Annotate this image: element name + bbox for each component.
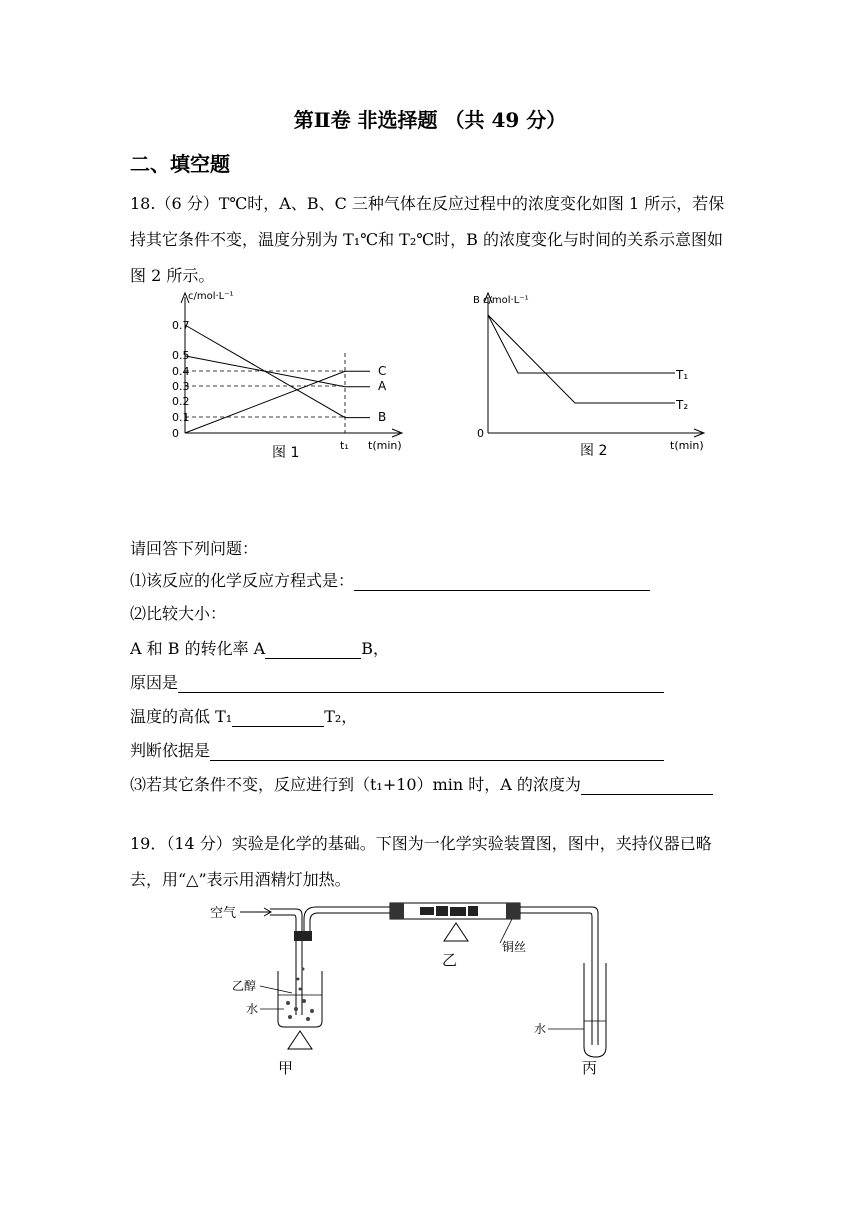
q2a-text: A 和 B 的转化率 A: [130, 639, 266, 658]
answer-blank[interactable]: [581, 776, 713, 795]
q2a-suffix: B，: [361, 639, 389, 658]
fig2-caption: 图 2: [580, 443, 608, 459]
q18-q2: ⑵比较大小：: [130, 604, 227, 623]
label-jia: 甲: [278, 1059, 294, 1077]
fig1-label-B: B: [378, 410, 387, 424]
q18-q2a: [130, 636, 389, 659]
label-water-1: 水: [246, 1002, 259, 1016]
fig2-label-T2: T₂: [676, 398, 689, 412]
fig1-xtick: t₁: [340, 439, 349, 452]
fig1-caption: 图 1: [272, 445, 300, 461]
fig2-origin: 0: [477, 427, 484, 440]
q18-q2b: [130, 670, 664, 693]
fig2-series-T2-line: [488, 315, 675, 403]
label-copper: 铜丝: [502, 940, 527, 954]
answer-blank[interactable]: [354, 572, 650, 591]
q3-text: ⑶若其它条件不变，反应进行到（t₁+10）min 时，A 的浓度为: [130, 775, 581, 794]
fig1-ytick: 0.4: [172, 365, 190, 378]
label-water-2: 水: [534, 1022, 547, 1036]
q18-intro: 18.（6 分）T℃时，A、B、C 三种气体在反应过程中的浓度变化如图 1 所示，若保持其它条件不变，温度分别为 T₁℃和 T₂℃时，B 的浓度变化与时间的关系示意图如图 2 所示。: [130, 194, 725, 285]
fig2-ylabel: B c/mol·L⁻¹: [473, 295, 529, 306]
label-bing: 丙: [582, 1059, 598, 1077]
label-air: 空气: [210, 906, 237, 921]
answer-blank[interactable]: [232, 708, 324, 727]
apparatus-diagram: [200, 895, 620, 1085]
q18-q2d: [130, 738, 664, 761]
heat-triangle-jia: [288, 1031, 312, 1049]
fig2-xlabel: t(min): [670, 439, 704, 452]
q18-q3: [130, 772, 713, 795]
q2b-text: 原因是: [130, 673, 179, 692]
fig1-ytick: 0.7: [172, 319, 190, 332]
answer-blank[interactable]: [178, 674, 664, 693]
q2c-suffix: T₂，: [324, 707, 358, 726]
fig2-label-T1: T₁: [676, 368, 689, 382]
fig1-ytick: 0.5: [172, 349, 190, 362]
fig1-xlabel: t(min): [368, 439, 402, 452]
q19-intro: 19．（14 分）实验是化学的基础。下图为一化学实验装置图，图中，夹持仪器已略去，用“△”表示用酒精灯加热。: [130, 834, 712, 889]
fig1-ytick: 0: [172, 427, 179, 440]
fig1-label-A: A: [378, 379, 387, 393]
q2d-text: 判断依据是: [130, 741, 211, 760]
section-heading: 二、填空题: [130, 152, 230, 176]
answer-blank[interactable]: [265, 640, 361, 659]
figure-1: [160, 285, 420, 465]
heat-triangle-yi: [444, 923, 468, 941]
label-yi: 乙: [442, 951, 458, 969]
q1-text: ⑴该反应的化学反应方程式是：: [130, 571, 355, 590]
answer-blank[interactable]: [210, 742, 664, 761]
figure-2: [470, 285, 720, 465]
q18-q2c: [130, 704, 357, 727]
q2c-text: 温度的高低 T₁: [130, 707, 233, 726]
fig1-ytick: 0.2: [172, 395, 190, 408]
fig1-ytick: 0.1: [172, 411, 190, 424]
fig1-label-C: C: [378, 364, 387, 378]
page-title: 第Ⅱ卷 非选择题 （共 49 分）: [293, 108, 567, 132]
q18-prompt: 请回答下列问题：: [130, 539, 259, 558]
fig1-series-C-line: [185, 371, 370, 433]
label-ethanol: 乙醇: [232, 979, 257, 993]
q18-q1: [130, 568, 650, 591]
fig1-ytick: 0.3: [172, 380, 190, 393]
fig1-ylabel: c/mol·L⁻¹: [188, 291, 234, 302]
